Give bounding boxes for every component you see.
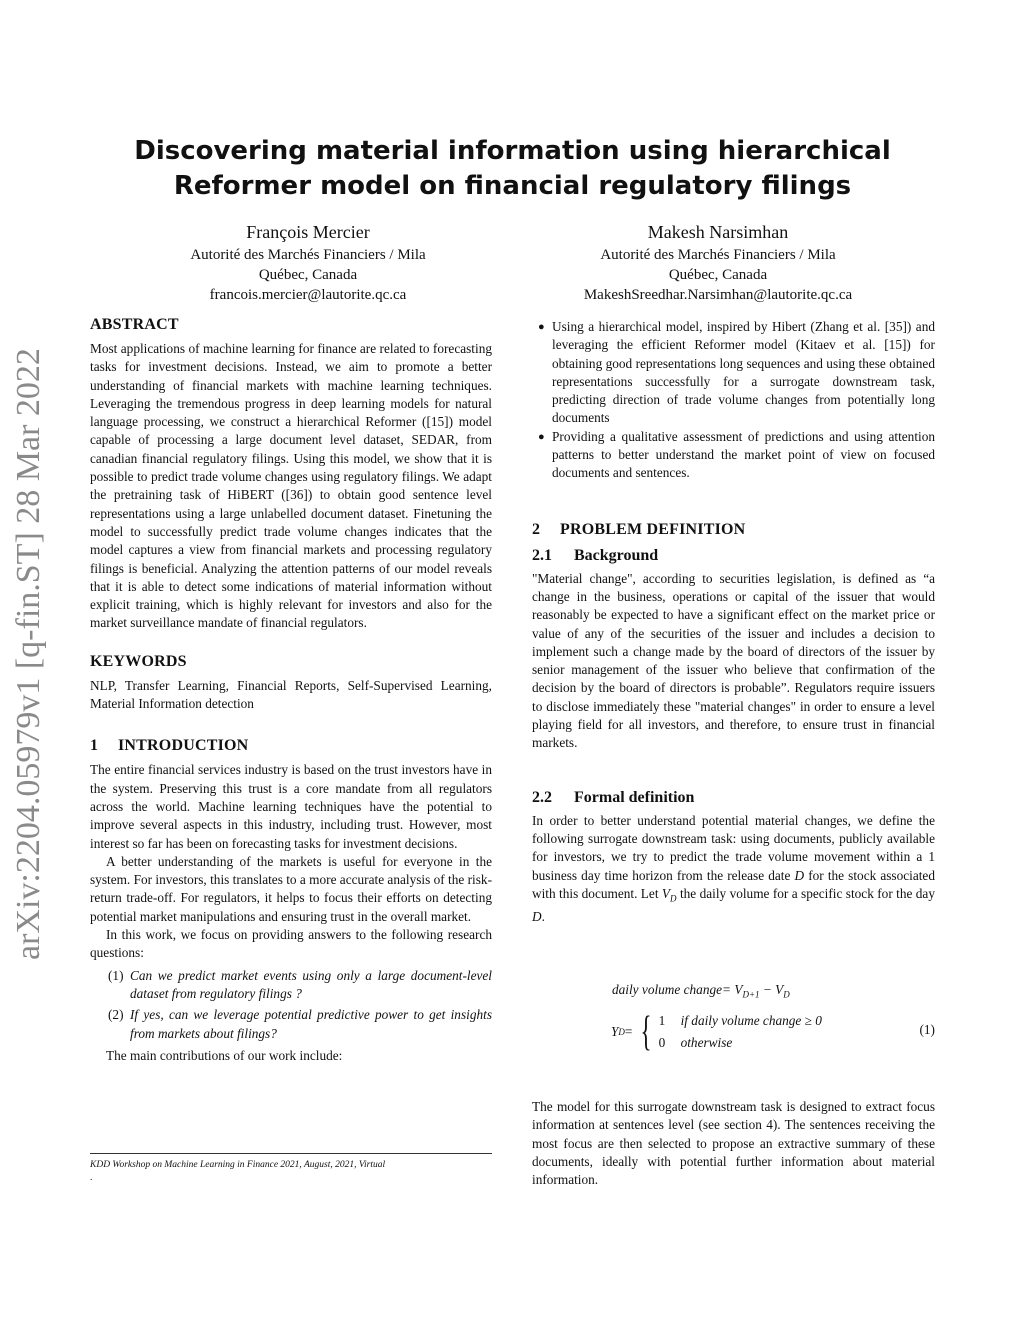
equation-text: − V <box>759 982 784 997</box>
subsection-background-heading <box>532 545 935 567</box>
arxiv-stamp: arXiv:2204.05979v1 [q-fin.ST] 28 Mar 2022 <box>10 348 47 960</box>
introduction-heading <box>90 735 492 757</box>
equation-subscript: D <box>783 989 790 1000</box>
variable-v: V <box>661 885 671 901</box>
formal-definition-text <box>532 812 935 926</box>
list-item <box>90 967 492 1004</box>
closing-paragraph: The model for this surrogate downstream task is designed to extract focus information at sentences level (see section 4). The sentences receiving the most focus are then selected to propose an extractive summary of these documents, ideally with potential further information about material information. <box>532 1099 935 1188</box>
equation-text: = <box>624 1024 633 1039</box>
text-span: the daily volume for a specific stock for the day <box>676 885 935 901</box>
intro-paragraph-3: In this work, we focus on providing answers to the following research questions: <box>90 927 492 961</box>
bullet-icon: ● <box>538 321 545 333</box>
background-text: "Material change", according to securities legislation, is defined as “a change in the business, operations or capital of the issuer that would reasonably be expected to have a significant effect on the market price or value of any of the securities of the issuer and includes a decision to implement such a change made by the board of directors of the issuer by senior management of the issuer who believe that confirmation of the decision by the board of directors is probable”. Regulators require issuers to disclose immediately these "material changes" in order to ensure a level playing field for all investors, and therefore, to ensure trust in financial markets. <box>532 570 935 751</box>
list-number: (1) <box>108 967 124 983</box>
section-title: INTRODUCTION <box>118 737 249 755</box>
section-number: 2 <box>532 520 541 538</box>
variable-d: D <box>532 908 542 924</box>
case-condition: otherwise <box>680 1035 733 1050</box>
abstract-heading: ABSTRACT <box>90 316 179 333</box>
case-value: 1 <box>658 1013 666 1028</box>
equation-text: = V <box>722 982 743 997</box>
equation-subscript: D+1 <box>742 989 760 1000</box>
case-condition: if daily volume change ≥ 0 <box>680 1013 822 1028</box>
intro-paragraph-1: The entire financial services industry is based on the trust investors have in the system. Preserving this trust is a core mandate from all regulators across the world. Machine learning techniques have the potential to improve several aspects in this industry, including trust. However, most interest so far has been on forecasting tasks for investment decisions. <box>90 762 492 851</box>
variable-subscript: D <box>670 893 677 904</box>
case-row <box>659 1032 822 1054</box>
text-span: In order to better understand potential material changes, we define the following surrogate downstream task: using documents, publicly available for investors, we try to predict the trade volume movement within a 1 business day time horizon from the release date <box>532 812 935 883</box>
author-affiliation: Autorité des Marchés Financiers / Mila <box>190 247 426 263</box>
subsection-formal-heading <box>532 787 935 809</box>
equation-line-2 <box>611 1010 822 1054</box>
list-item <box>532 428 935 483</box>
list-text: If yes, can we leverage potential predictive power to get insights from markets about filings? <box>130 1007 492 1041</box>
intro-paragraph-4: The main contributions of our work include: <box>106 1047 343 1063</box>
intro-paragraph-2: A better understanding of the markets is useful for everyone in the system. For investors, this translates to a more accurate analysis of the risk-return trade-off. For regulators, it helps to focus their efforts on detecting potential market manipulations and ensuring trust in the overall market. <box>90 853 492 924</box>
equation-line-1 <box>612 982 790 1000</box>
variable-d: D <box>794 867 805 883</box>
equation-text: daily volume change <box>612 982 723 997</box>
subsection-title: Background <box>574 546 659 564</box>
footnote-dot: . <box>90 1173 93 1183</box>
keywords-text: NLP, Transfer Learning, Financial Reports, Self-Supervised Learning, Material Information detection <box>90 677 492 712</box>
left-column <box>90 314 492 1065</box>
footnote <box>90 1153 492 1185</box>
subsection-title: Formal definition <box>574 788 695 806</box>
footnote-venue: KDD Workshop on Machine Learning in Finance 2021, August, 2021, Virtual <box>90 1160 386 1170</box>
paper-title: Discovering material information using hierarchical Reformer model on financial regulatory filings <box>134 136 891 201</box>
text-span: for the stock associated with this document. Let <box>532 867 935 901</box>
author-name: François Mercier <box>246 222 370 242</box>
brace-icon: { <box>640 1009 653 1055</box>
author-block-1 <box>118 220 498 305</box>
list-text: Using a hierarchical model, inspired by Hibert (Zhang et al. [35]) and leveraging the efficient Reformer model (Kitaev et al. [15]) for obtaining good representations long sequences and using these obtained representations successfully for a surrogate downstream task, predicting direction of trade volume changes from potentially long documents <box>552 319 935 426</box>
author-email: francois.mercier@lautorite.qc.ca <box>209 287 407 303</box>
author-location: Québec, Canada <box>258 267 358 283</box>
list-number: (2) <box>108 1007 124 1023</box>
author-affiliation: Autorité des Marchés Financiers / Mila <box>600 247 836 263</box>
equation-number: (1) <box>919 1022 935 1037</box>
case-row <box>659 1010 822 1032</box>
equation-subscript: D <box>618 1027 625 1037</box>
abstract-text: Most applications of machine learning for finance are related to forecasting tasks for investment decisions. Instead, we aim to promote a better understanding of financial markets with machine learning techniques. Leveraging the tremendous progress in deep learning models for natural language processing, we construct a hierarchical Reformer ([15]) model capable of processing a large document level dataset, SEDAR, from canadian financial regulatory filings. Using this model, we show that it is possible to predict trade volume changes using regulatory filings. We adapt the pretraining task of HiBERT ([36]) to obtain good sentence level representations using a large unlabelled document dataset. Finetuning the model to successfully predict trade volume changes indicates that the model captures a view from financial markets and processing regulatory filings is beneficial. Analyzing the attention patterns of our model reveals that it is able to detect some indications of material information without explicit training, which is highly relevant for investors and also for the market surveillance mandate of financial regulators. <box>90 341 492 631</box>
list-item <box>90 1006 492 1043</box>
contributions-list <box>532 318 935 483</box>
author-email: MakeshSreedhar.Narsimhan@lautorite.qc.ca <box>583 287 853 303</box>
author-name: Makesh Narsimhan <box>647 222 789 242</box>
research-questions <box>90 967 492 1043</box>
equation-text: Y <box>611 1024 619 1039</box>
subsection-number: 2.2 <box>532 788 552 806</box>
list-item <box>532 318 935 428</box>
list-text: Can we predict market events using only a large document-level dataset from regulatory filings ? <box>130 967 492 1001</box>
section2-heading <box>532 519 935 541</box>
closing-block <box>532 1098 935 1189</box>
list-text: Providing a qualitative assessment of predictions and using attention patterns to better understand the market point of view on focused documents and sentences. <box>552 428 935 481</box>
keywords-heading: KEYWORDS <box>90 652 187 670</box>
author-block-2 <box>528 220 908 305</box>
bullet-icon: ● <box>538 430 545 443</box>
case-value: 0 <box>658 1035 666 1050</box>
equation-block <box>532 982 935 1062</box>
section-number: 1 <box>90 737 99 755</box>
equation-cases <box>659 1010 822 1054</box>
right-column <box>532 318 935 926</box>
section-title: PROBLEM DEFINITION <box>560 520 746 538</box>
subsection-number: 2.1 <box>532 546 552 564</box>
text-span: . <box>541 908 545 924</box>
author-location: Québec, Canada <box>668 267 768 283</box>
